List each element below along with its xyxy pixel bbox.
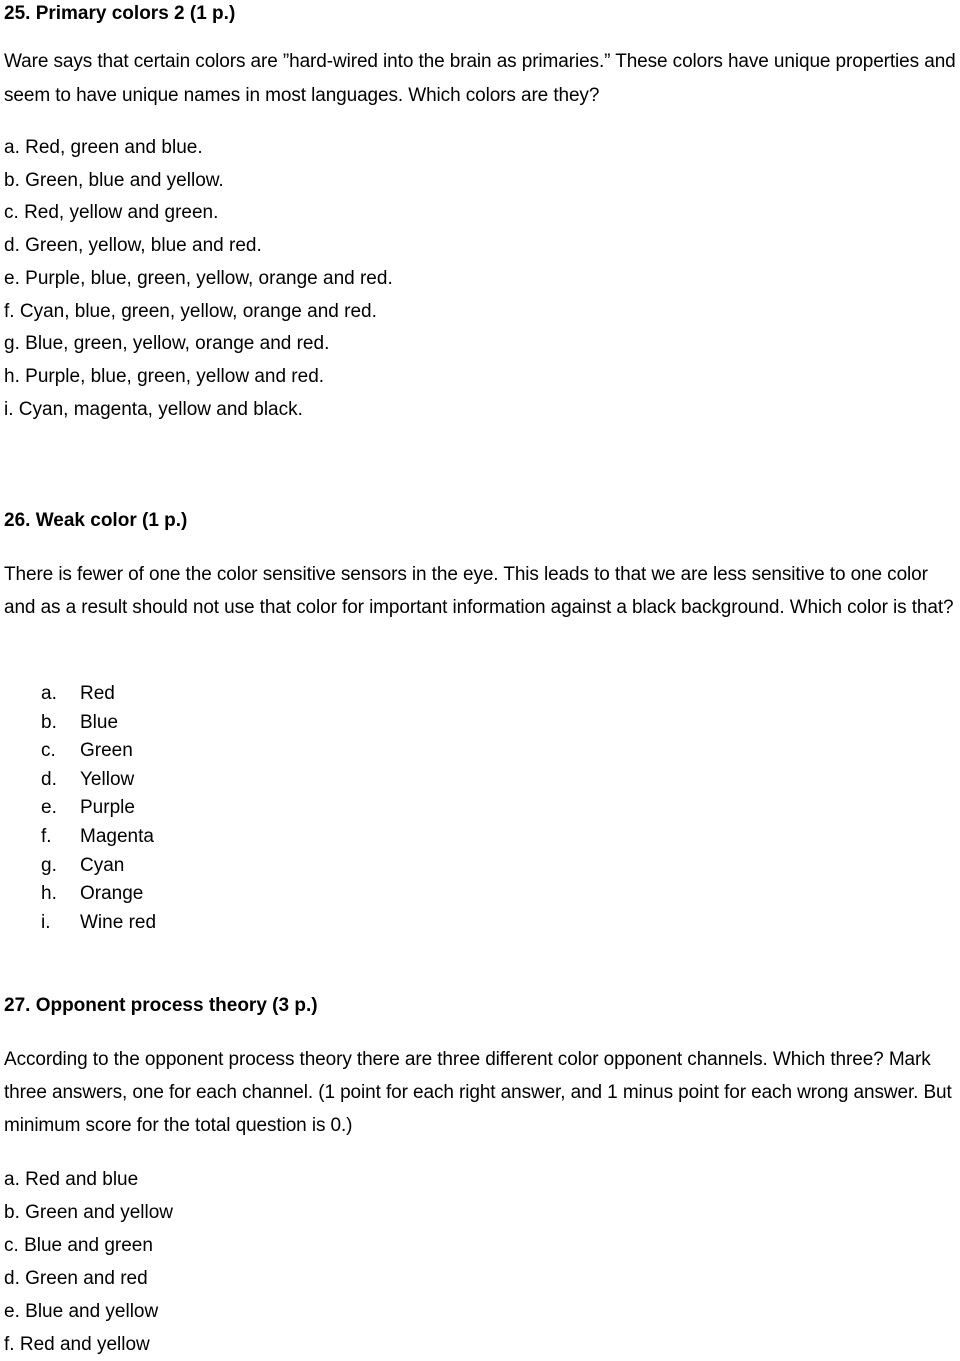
option-letter: b. bbox=[4, 169, 20, 191]
option-label: Red, yellow and green. bbox=[24, 202, 219, 224]
option-25-e[interactable] bbox=[4, 263, 393, 296]
option-25-d[interactable] bbox=[4, 230, 393, 263]
option-label: Green and red bbox=[25, 1268, 148, 1289]
option-label: Orange bbox=[80, 883, 144, 905]
option-letter: g. bbox=[4, 333, 20, 355]
question-26-options bbox=[41, 680, 156, 937]
question-26-text: There is fewer of one the color sensitive sensors in the eye. This leads to that we are less sensitive to one color and as a result should not use that color for important information against a black background. Which color is that? bbox=[4, 564, 954, 618]
option-27-c[interactable] bbox=[4, 1229, 173, 1262]
option-letter: f. bbox=[41, 825, 52, 847]
option-label: Wine red bbox=[80, 911, 157, 933]
option-27-b[interactable] bbox=[4, 1196, 173, 1229]
question-27-options bbox=[4, 1163, 173, 1361]
option-26-a[interactable] bbox=[41, 680, 156, 709]
option-label: Purple, blue, green, yellow, orange and red. bbox=[25, 267, 393, 289]
question-27-title: 27. Opponent process theory (3 p.) bbox=[4, 995, 318, 1016]
question-25-text: Ware says that certain colors are ”hard-wired into the brain as primaries.” These colors have unique properties and seem to have unique names in most languages. Which colors are they? bbox=[4, 51, 956, 106]
option-25-h[interactable] bbox=[4, 361, 393, 394]
option-26-f[interactable] bbox=[41, 823, 156, 852]
option-27-d[interactable] bbox=[4, 1262, 173, 1295]
question-25-options bbox=[4, 132, 393, 426]
option-label: Red and blue bbox=[25, 1169, 139, 1190]
option-label: Blue and yellow bbox=[25, 1301, 159, 1322]
option-label: Red and yellow bbox=[19, 1334, 150, 1355]
option-letter: a. bbox=[41, 683, 57, 704]
option-26-h[interactable] bbox=[41, 880, 156, 909]
option-25-g[interactable] bbox=[4, 328, 393, 361]
option-letter: d. bbox=[4, 235, 20, 257]
option-label: Cyan, magenta, yellow and black. bbox=[18, 398, 303, 420]
option-label: Purple bbox=[80, 797, 135, 819]
option-letter: d. bbox=[4, 1268, 20, 1289]
option-label: Cyan bbox=[80, 854, 125, 876]
option-26-d[interactable] bbox=[41, 766, 156, 795]
option-letter: e. bbox=[4, 1301, 20, 1322]
option-letter: a. bbox=[4, 137, 20, 158]
option-25-f[interactable] bbox=[4, 296, 393, 329]
option-letter: d. bbox=[41, 768, 57, 790]
option-letter: b. bbox=[4, 1202, 20, 1223]
option-letter: a. bbox=[4, 1169, 20, 1190]
question-26-title: 26. Weak color (1 p.) bbox=[4, 510, 188, 531]
option-label: Green bbox=[80, 740, 133, 762]
option-label: Blue bbox=[80, 711, 119, 733]
option-label: Blue and green bbox=[24, 1235, 153, 1256]
option-letter: c. bbox=[4, 1235, 19, 1256]
option-letter: e. bbox=[4, 267, 20, 289]
option-letter: h. bbox=[41, 883, 57, 905]
option-label: Green and yellow bbox=[25, 1202, 174, 1223]
option-letter: i. bbox=[41, 911, 51, 933]
option-25-i[interactable] bbox=[4, 394, 393, 427]
option-26-e[interactable] bbox=[41, 794, 156, 823]
question-25-title: 25. Primary colors 2 (1 p.) bbox=[4, 3, 236, 24]
option-label: Green, yellow, blue and red. bbox=[25, 235, 262, 257]
option-letter: e. bbox=[41, 797, 57, 819]
option-letter: b. bbox=[41, 711, 57, 733]
option-label: Red, green and blue. bbox=[25, 137, 203, 158]
option-26-i[interactable] bbox=[41, 909, 156, 938]
option-letter: i. bbox=[4, 398, 14, 420]
option-letter: c. bbox=[41, 740, 56, 762]
option-label: Green, blue and yellow. bbox=[25, 169, 224, 191]
option-25-b[interactable] bbox=[4, 165, 393, 198]
option-letter: c. bbox=[4, 202, 19, 224]
option-label: Cyan, blue, green, yellow, orange and red. bbox=[19, 300, 377, 322]
option-letter: g. bbox=[41, 854, 57, 876]
question-27-text: According to the opponent process theory there are three different color opponent channels. Which three? Mark three answers, one for each channel. (1 point for each right answer, and 1 minus point for each wrong answer. But minimum score for the total question is 0.) bbox=[4, 1049, 952, 1136]
option-label: Purple, blue, green, yellow and red. bbox=[25, 365, 325, 387]
option-27-e[interactable] bbox=[4, 1295, 173, 1328]
option-label: Magenta bbox=[80, 825, 154, 847]
option-letter: f. bbox=[4, 1334, 15, 1355]
option-25-a[interactable] bbox=[4, 132, 393, 165]
option-27-f[interactable] bbox=[4, 1328, 173, 1361]
option-26-g[interactable] bbox=[41, 852, 156, 881]
option-letter: h. bbox=[4, 365, 20, 387]
option-26-c[interactable] bbox=[41, 737, 156, 766]
option-25-c[interactable] bbox=[4, 197, 393, 230]
option-26-b[interactable] bbox=[41, 709, 156, 738]
option-label: Yellow bbox=[80, 768, 135, 790]
option-label: Red bbox=[80, 683, 115, 704]
option-label: Blue, green, yellow, orange and red. bbox=[25, 333, 330, 355]
option-27-a[interactable] bbox=[4, 1163, 173, 1196]
option-letter: f. bbox=[4, 300, 15, 322]
